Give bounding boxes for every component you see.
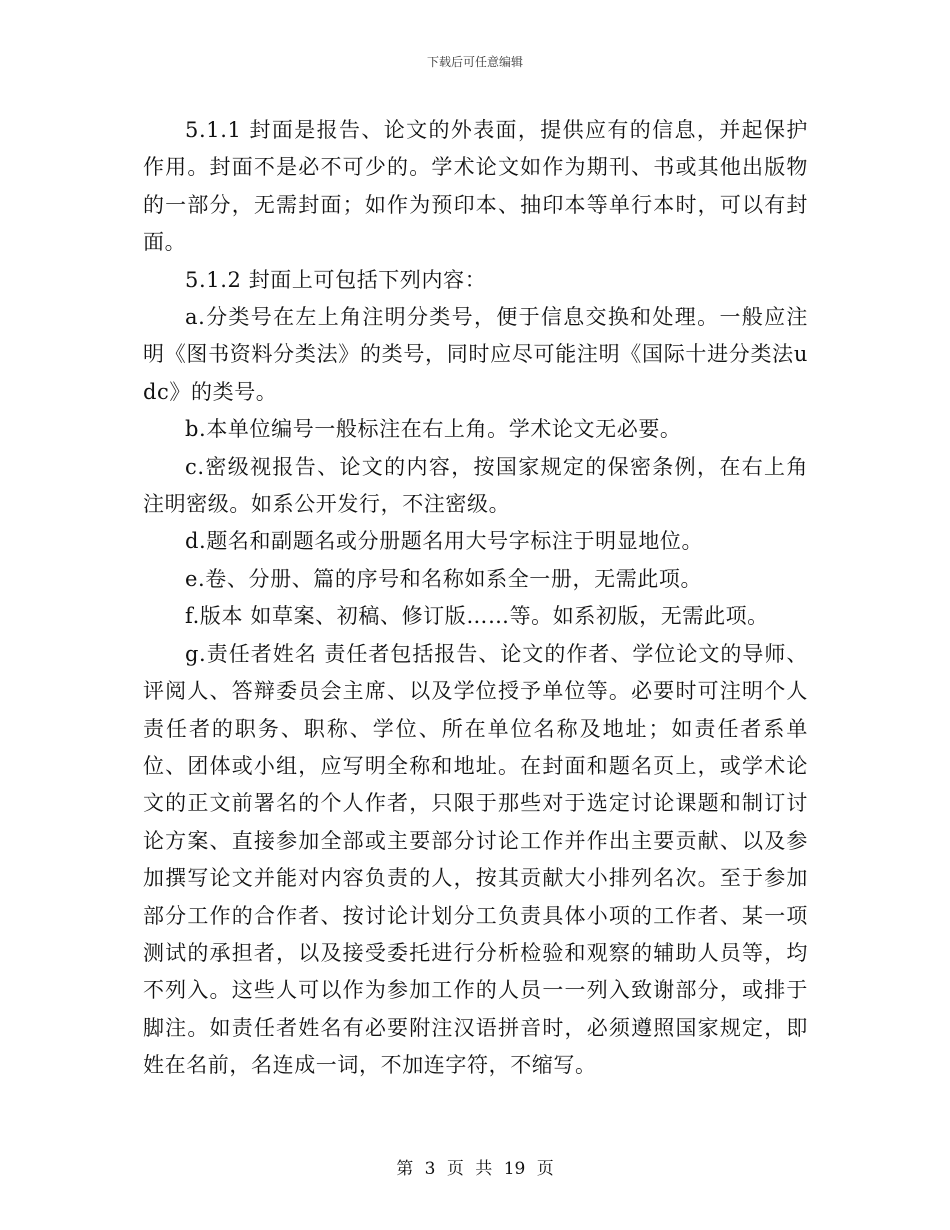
paragraph-5-1-2: 5.1.2 封面上可包括下列内容：: [185, 267, 487, 292]
page-header: 下载后可任意编辑: [426, 55, 523, 69]
paragraph-item-d: d.题名和副题名或分册题名用大号字标注于明显地位。: [185, 529, 704, 554]
document-body: [143, 112, 808, 1085]
paragraph-5-1-1: 5.1.1 封面是报告、论文的外表面，提供应有的信息，并起保护作用。封面不是必不可少的。学术论文如作为期刊、书或其他出版物的一部分，无需封面；如作为预印本、抽印本等单行本时，可以有封面。: [143, 118, 808, 255]
paragraph-item-a: a.分类号在左上角注明分类号，便于信息交换和处理。一般应注明《图书资料分类法》的类号，同时应尽可能注明《国际十进分类法udc》的类号。: [143, 305, 808, 404]
paragraph-item-b: b.本单位编号一般标注在右上角。学术论文无必要。: [185, 417, 682, 442]
paragraph-item-g: g.责任者姓名 责任者包括报告、论文的作者、学位论文的导师、评阅人、答辩委员会主席、以及学位授予单位等。必要时可注明个人责任者的职务、职称、学位、所在单位名称及地址；如责任者系单位、团体或小组，应写明全称和地址。在封面和题名页上，或学术论文的正文前署名的个人作者，只限于那些对于选定讨论课题和制订讨论方案、直接参加全部或主要部分讨论工作并作出主要贡献、以及参加撰写论文并能对内容负责的人，按其贡献大小排列名次。至于参加部分工作的合作者、按讨论计划分工负责具体小项的工作者、某一项测试的承担者，以及接受委托进行分析检验和观察的辅助人员等，均不列入。这些人可以作为参加工作的人员一一列入致谢部分，或排于脚注。如责任者姓名有必要附注汉语拼音时，必须遵照国家规定，即姓在名前，名连成一词，不加连字符，不缩写。: [143, 641, 808, 1078]
paragraph-item-f: f.版本 如草案、初稿、修订版……等。如系初版，无需此项。: [185, 604, 769, 629]
page-footer: 第 3 页 共 19 页: [396, 1159, 554, 1179]
paragraph-item-e: e.卷、分册、篇的序号和名称如系全一册，无需此项。: [185, 566, 703, 591]
paragraph-item-c: c.密级视报告、论文的内容，按国家规定的保密条例，在右上角注明密级。如系公开发行，不注密级。: [143, 454, 808, 517]
